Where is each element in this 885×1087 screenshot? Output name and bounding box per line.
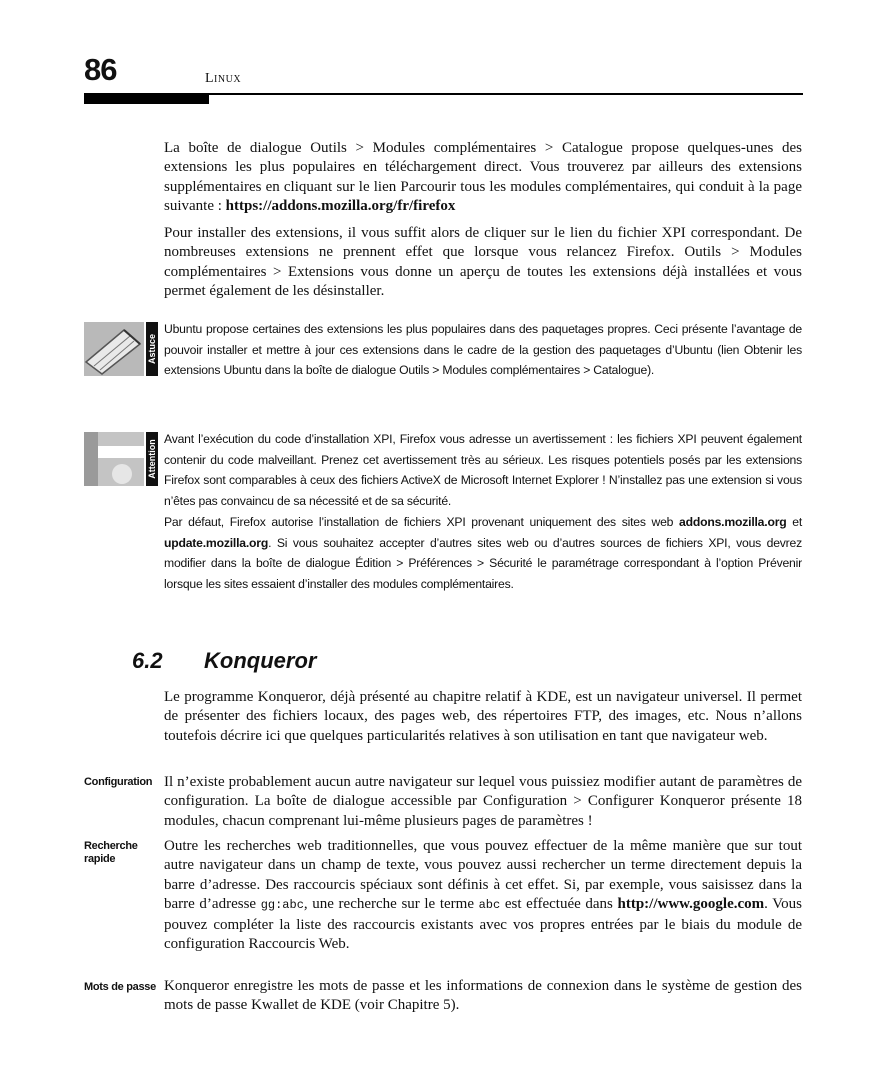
intro-paragraph-1-text: La boîte de dialogue Outils > Modules complémentaires > Catalogue propose quelques-unes des extensions les plus populaires en téléchargement direct. Vous trouverez par ailleurs des extensions supplémentaires en cliquant sur le lien Parcourir tous les modules complémentaires, qui conduit à la page suivante : [164,140,802,215]
margin-label-recherche-rapide: Recherche rapide [84,840,138,865]
header-bar [84,93,209,104]
attention-p2-text-a: Par défaut, Firefox autorise l’installation de fichiers XPI provenant uniquement des sites web [164,515,680,529]
intro-paragraph-1 [164,139,802,217]
astuce-tag-label: Astuce [147,333,158,365]
margin-label-mots-de-passe: Mots de passe [84,981,156,993]
site-addons: addons.mozilla.org [679,515,787,529]
addons-url: https://addons.mozilla.org/fr/firefox [225,198,456,215]
attention-tag-label: Attention [147,439,157,479]
attention-paragraph-1: Avant l’exécution du code d’installation XPI, Firefox vous adresse un avertissement : les fichiers XPI peuvent également contenir du code malveillant. Prenez cet avertissement très au sérieux. Les risques potentiels posés par les extensions Firefox sont comparables à ceux des fichiers ActiveX de Microsoft Internet Explorer ! N’installez pas une extension si vous n’êtes pas convaincu de sa nécessité et de sa sécurité. [164,432,802,508]
search-text-a: Outre les recherches web traditionnelles, que vous pouvez effectuer de la même manière que sur tout autre navigateur dans un champ de texte, vous pouvez aussi rechercher un terme directement depuis la barre d’adresse. Des raccourcis spéciaux sont définis à cet effet. Si, par exemple, vous saisissez dans la barre d’adresse [164,838,802,913]
konqueror-intro-paragraph: Le programme Konqueror, déjà présenté au chapitre relatif à KDE, est un navigateur universel. Il permet de présenter des fichiers locaux, des pages web, des répertoires FTP, des images, etc. Nous n’allons toutefois décrire ici que quelques particularités relatives à son utilisation en tant que navigateur web. [164,689,802,744]
attention-icon [84,432,144,486]
google-url: http://www.google.com [617,896,765,913]
section-number: 6.2 [132,648,163,673]
search-code-abc: abc [478,898,501,913]
running-title: Linux [205,71,242,86]
configuration-paragraph: Il n’existe probablement aucun autre navigateur sur lequel vous puissiez modifier autant de paramètres de configuration. La boîte de dialogue accessible par Configuration > Configurer Konqueror présente 18 modules, chacun comprenant lui-même plusieurs pages de paramètres ! [164,774,802,829]
search-text-b: , une recherche sur le terme [303,896,479,913]
search-text-d: . Vous pouvez compléter la liste des raccourcis existants avec vos propres entrées par le biais du module de configuration Raccourcis Web. [164,896,802,953]
search-text-c: est effectuée dans [500,896,618,913]
attention-tag [146,432,158,486]
margin-label-configuration: Configuration [84,776,153,788]
astuce-text: Ubuntu propose certaines des extensions les plus populaires dans des paquetages propres. Ceci présente l’avantage de pouvoir installer et mettre à jour ces extensions dans le cadre de la gestion des paquetages d’Ubuntu (lien Obtenir les extensions Ubuntu dans la boîte de dialogue Outils > Modules complémentaires > Catalogue). [164,322,802,378]
attention-paragraph-2 [164,512,802,594]
section-title: Konqueror [204,648,317,673]
recherche-rapide-paragraph [164,837,802,954]
attention-p2-text-c: . Si vous souhaitez accepter d’autres sites web ou d’autres sources de fichiers XPI, vous devrez modifier dans la boîte de dialogue Édition > Préférences > Sécurité le paramétrage correspondant à l’option Prévenir lorsque les sites essaient d’installer des modules complémentaires. [164,535,802,591]
mots-de-passe-paragraph: Konqueror enregistre les mots de passe et les informations de connexion dans le système de gestion des mots de passe Kwallet de KDE (voir Chapitre 5). [164,978,802,1014]
search-code-gg: gg:abc [260,898,304,913]
intro-paragraph-2: Pour installer des extensions, il vous suffit alors de cliquer sur le lien du fichier XPI correspondant. De nombreuses extensions ne prennent effet que lorsque vous relancez Firefox. Outils > Modules complémentaires > Extensions vous donne un aperçu de toutes les extensions déjà installées et vous permet également de les désinstaller. [164,225,802,300]
page-number: 86 [84,52,117,87]
astuce-icon [84,322,144,376]
astuce-tag [146,322,158,376]
attention-p2-text-b: et [786,515,803,529]
site-update: update.mozilla.org [164,535,269,550]
